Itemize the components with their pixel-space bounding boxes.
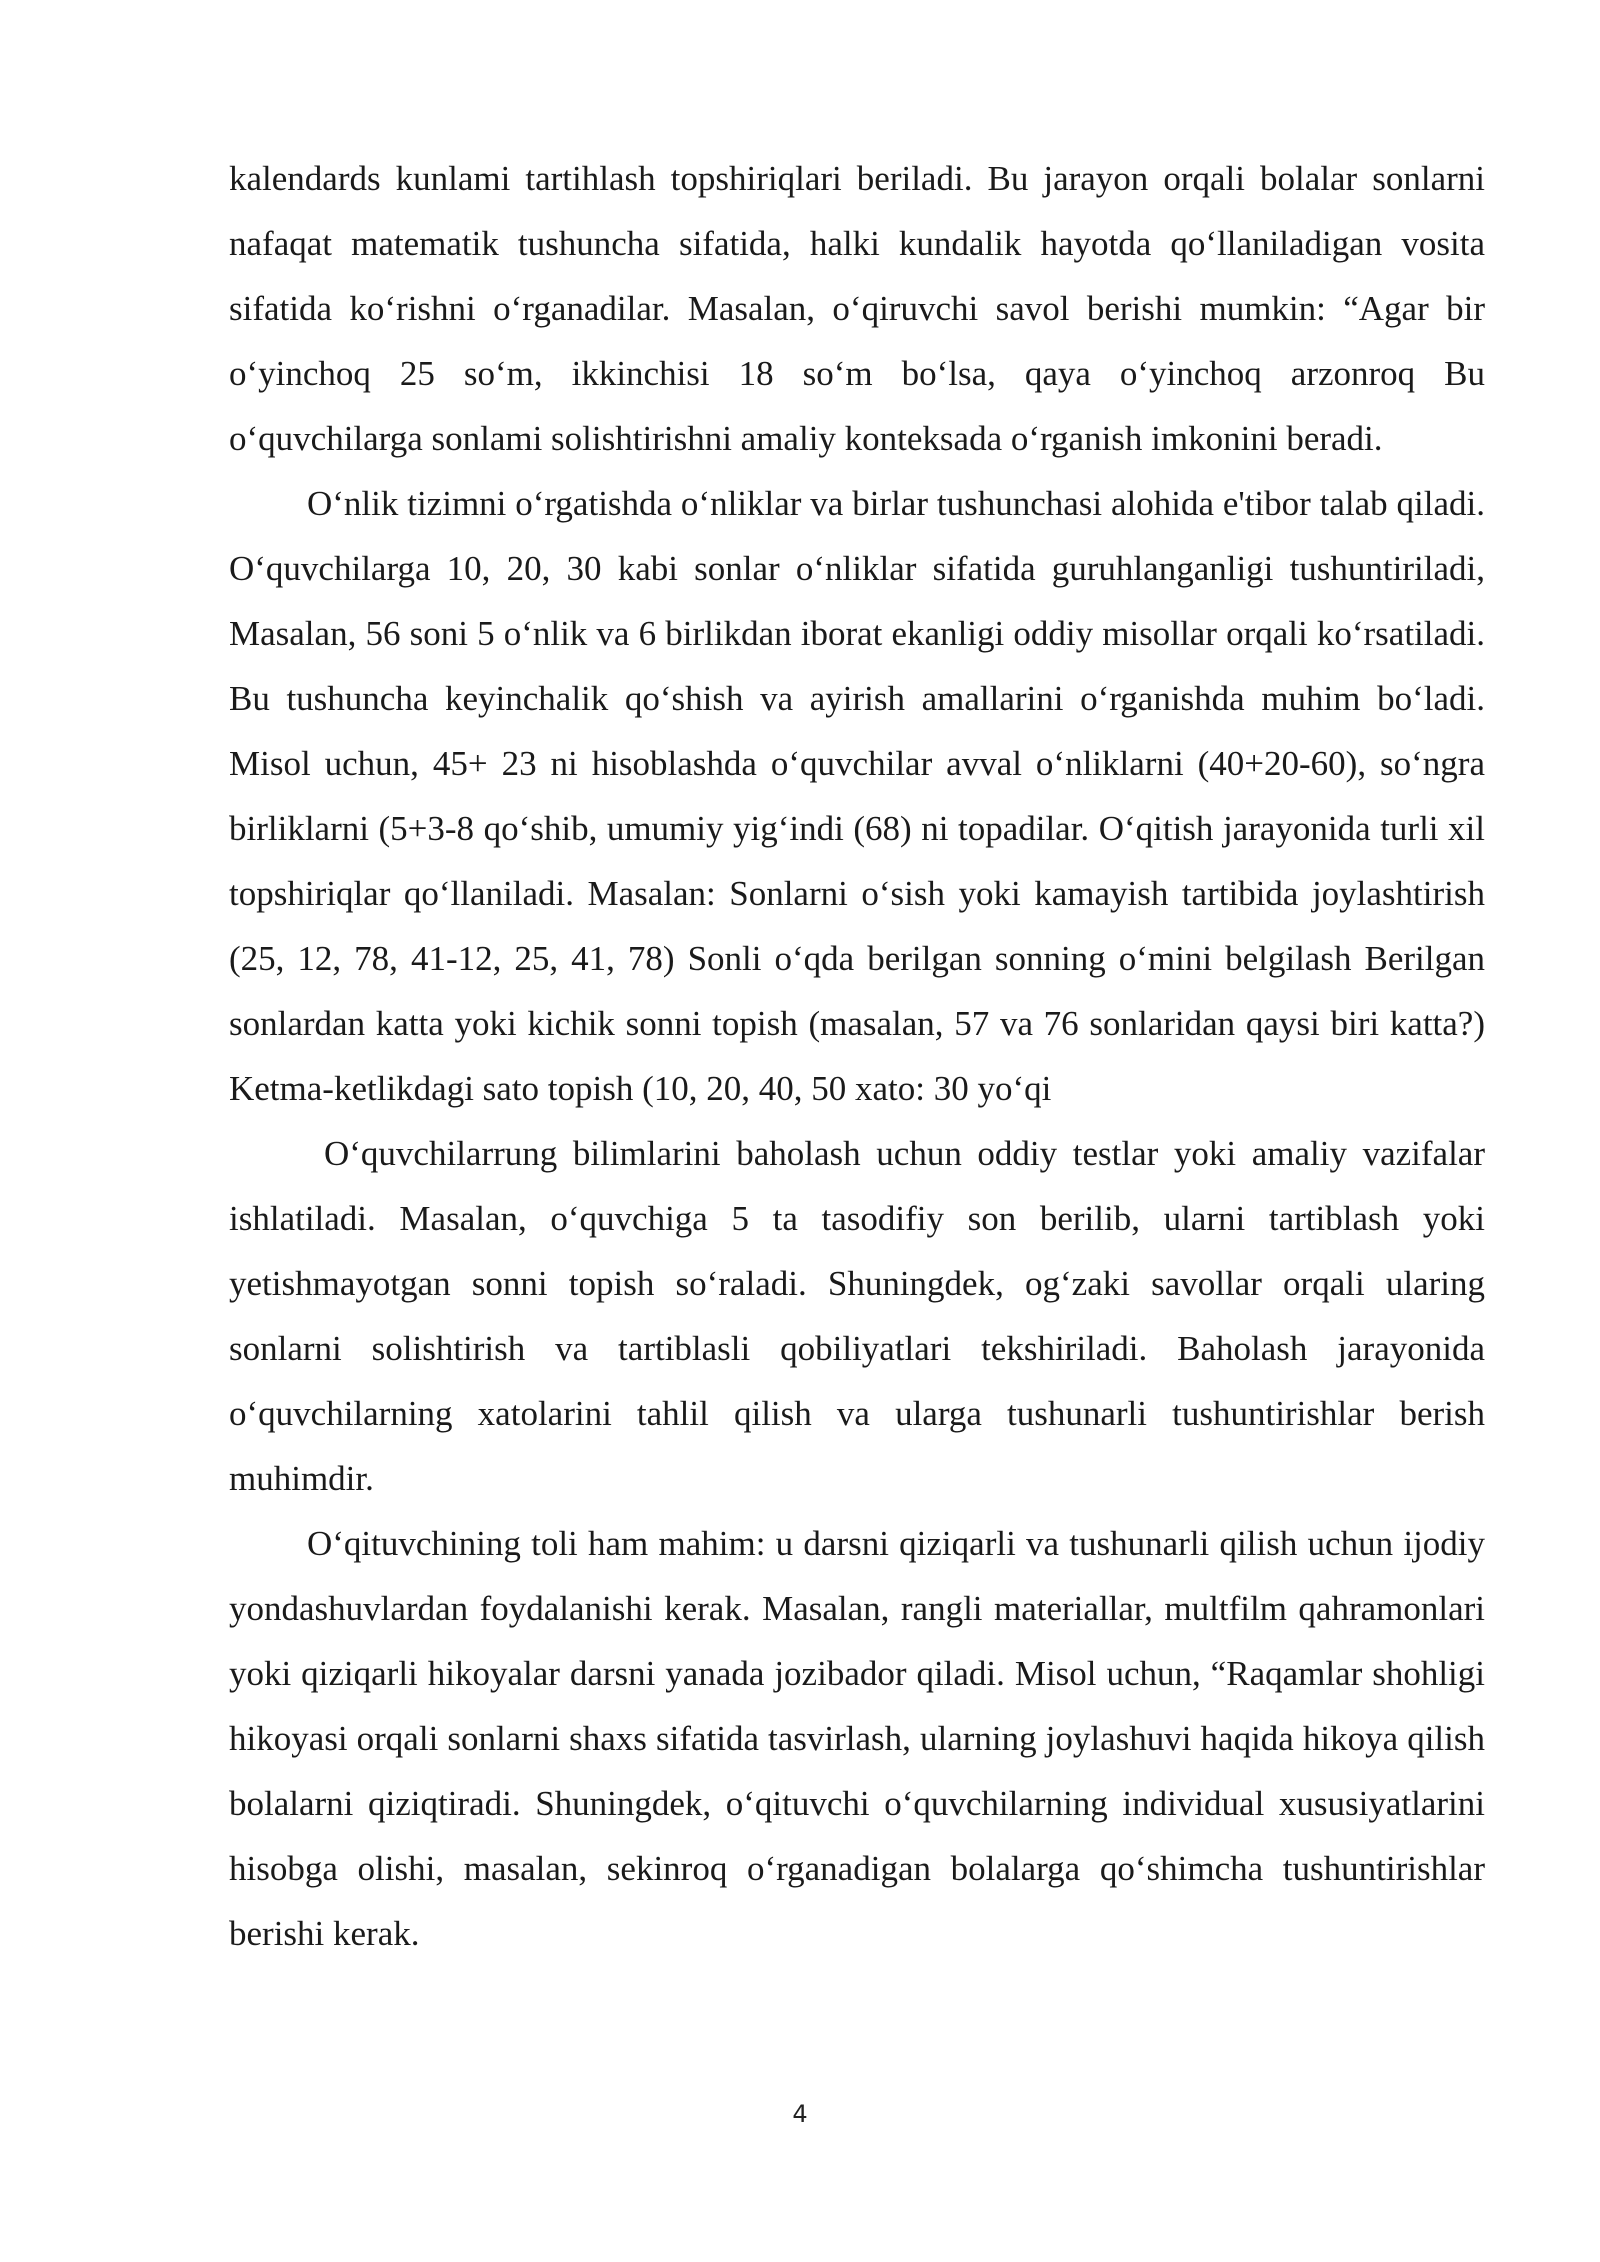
paragraph-2: O‘nlik tizimni o‘rgatishda o‘nliklar va birlar tushunchasi alohida e'tibor talab qiladi. O‘quvchilarga 10, 20, 30 kabi sonlar o‘nliklar sifatida guruhlanganligi tushuntiriladi, Masalan, 56 soni 5 o‘nlik va 6 birlikdan iborat ekanligi oddiy misollar orqali ko‘rsatiladi. Bu tushuncha keyinchalik qo‘shish va ayirish amallarini o‘rganishda muhim bo‘ladi. Misol uchun, 45+ 23 ni hisoblashda o‘quvchilar avval o‘nliklarni (40+20-60), so‘ngra birliklarni (5+3-8 qo‘shib, umumiy yig‘indi (68) ni topadilar. O‘qitish jarayonida turli xil topshiriqlar qo‘llaniladi. Masalan: Sonlarni o‘sish yoki kamayish tartibida joylashtirish (25, 12, 78, 41-12, 25, 41, 78) Sonli o‘qda berilgan sonning o‘mini belgilash Berilgan sonlardan katta yoki kichik sonni topish (masalan, 57 va 76 sonlaridan qaysi biri katta?) Ketma-ketlikdagi sato topish (10, 20, 40, 50 xato: 30 yo‘qi (229, 484, 1485, 1108)
body-text (229, 146, 1485, 1966)
paragraph-4: O‘qituvchining toli ham mahim: u darsni qiziqarli va tushunarli qilish uchun ijodiy yondashuvlardan foydalanishi kerak. Masalan, rangli materiallar, multfilm qahramonlari yoki qiziqarli hikoyalar darsni yanada jozibador qiladi. Misol uchun, “Raqamlar shohligi hikoyasi orqali sonlarni shaxs sifatida tasvirlash, ularning joylashuvi haqida hikoya qilish bolalarni qiziqtiradi. Shuningdek, o‘qituvchi o‘quvchilarning individual xususiyatlarini hisobga olishi, masalan, sekinroq o‘rganadigan bolalarga qo‘shimcha tushuntirishlar berishi kerak. (229, 1524, 1485, 1953)
paragraph-1: kalendards kunlami tartihlash topshiriqlari beriladi. Bu jarayon orqali bolalar sonlarni nafaqat matematik tushuncha sifatida, halki kundalik hayotda qo‘llaniladigan vosita sifatida ko‘rishni o‘rganadilar. Masalan, o‘qiruvchi savol berishi mumkin: “Agar bir o‘yinchoq 25 so‘m, ikkinchisi 18 so‘m bo‘lsa, qaya o‘yinchoq arzonroq Bu o‘quvchilarga sonlami solishtirishni amaliy konteksada o‘rganish imkonini beradi. (229, 159, 1485, 458)
paragraph-3: O‘quvchilarrung bilimlarini baholash uchun oddiy testlar yoki amaliy vazifalar ishlatiladi. Masalan, o‘quvchiga 5 ta tasodifiy son berilib, ularni tartiblash yoki yetishmayotgan sonni topish so‘raladi. Shuningdek, og‘zaki savollar orqali ularing sonlarni solishtirish va tartiblasli qobiliyatlari tekshiriladi. Baholash jarayonida o‘quvchilarning xatolarini tahlil qilish va ularga tushunarli tushuntirishlar berish muhimdir. (229, 1134, 1485, 1498)
page-number: 4 (792, 2100, 808, 2128)
